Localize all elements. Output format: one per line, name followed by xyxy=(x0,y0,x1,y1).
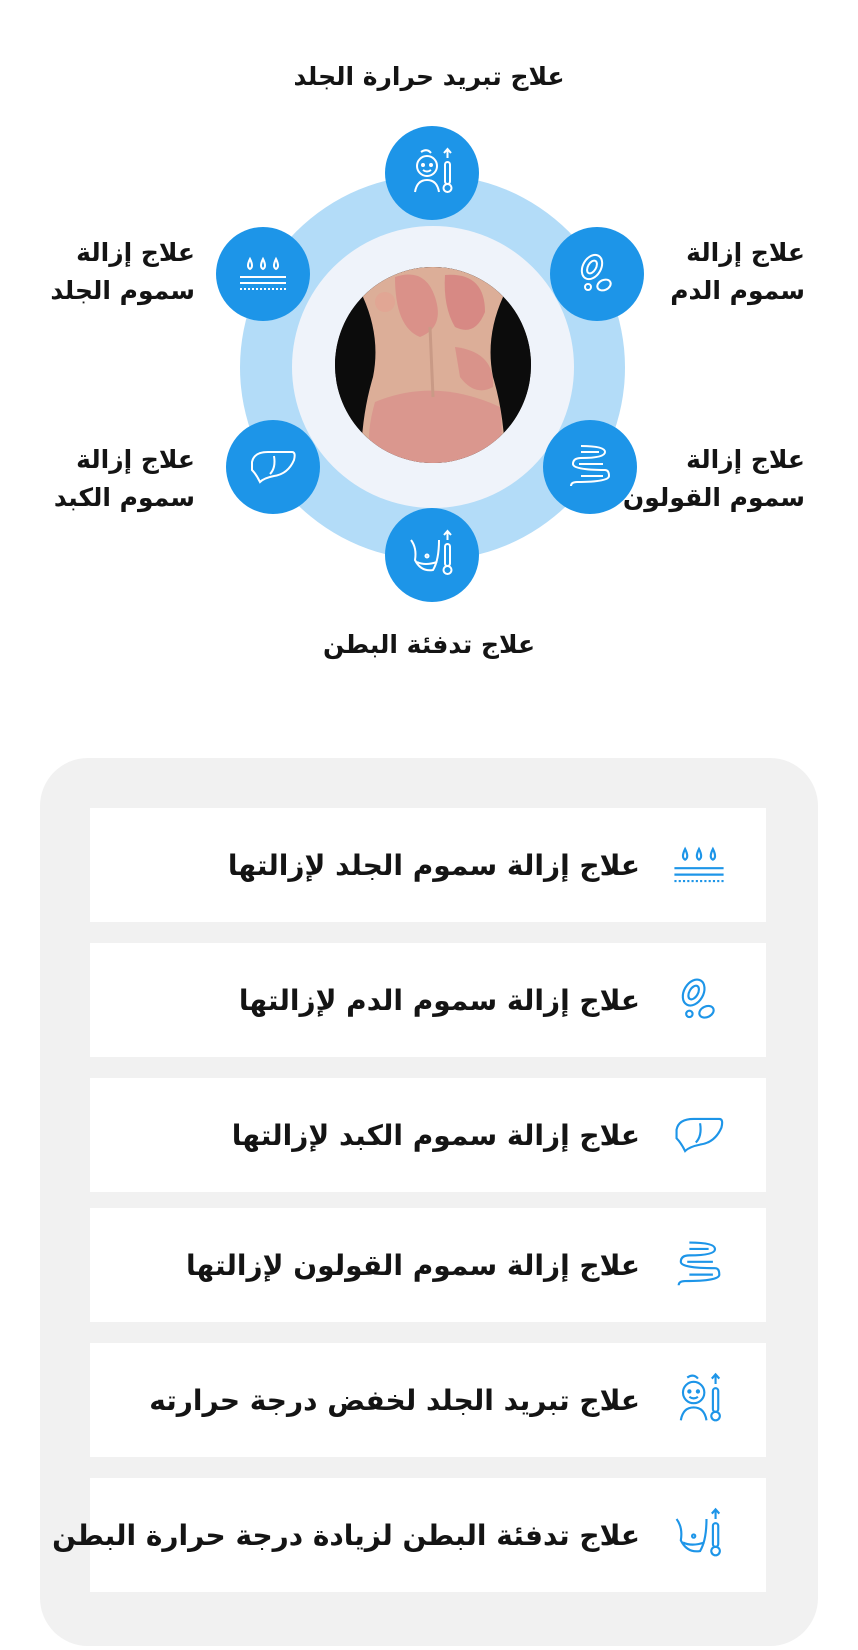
list-item-label: علاج إزالة سموم الجلد لإزالتها xyxy=(227,848,640,882)
node-skin-cooling xyxy=(385,126,479,220)
label-blood-detox: علاج إزالة سموم الدم xyxy=(670,238,805,305)
list-item-label: علاج إزالة سموم الكبد لإزالتها xyxy=(231,1118,640,1152)
abdomen-thermometer-icon xyxy=(668,1504,730,1566)
skin-drops-icon xyxy=(234,245,292,303)
blood-cells-icon xyxy=(568,245,626,303)
label-skin-cooling: علاج تبريد حرارة الجلد xyxy=(293,62,565,91)
list-item-label: علاج إزالة سموم الدم لإزالتها xyxy=(238,983,640,1017)
list-item-abdomen-warming xyxy=(52,1478,766,1592)
list-item-label: علاج إزالة سموم القولون لإزالتها xyxy=(185,1248,640,1282)
list-item-label: علاج تدفئة البطن لزيادة درجة حرارة البطن xyxy=(52,1518,640,1552)
node-abdomen-warming xyxy=(385,508,479,602)
label-colon-detox: علاج إزالة سموم القولون xyxy=(622,445,805,512)
list-item-skin-detox xyxy=(90,808,766,922)
liver-icon xyxy=(244,438,302,496)
node-liver-detox xyxy=(226,420,320,514)
list-item-liver-detox xyxy=(90,1078,766,1192)
skin-drops-icon xyxy=(668,834,730,896)
skin-rash-photo xyxy=(335,267,531,463)
baby-thermometer-icon xyxy=(403,144,461,202)
blood-cells-icon xyxy=(668,969,730,1031)
node-skin-detox xyxy=(216,227,310,321)
intestine-icon xyxy=(668,1234,730,1296)
liver-icon xyxy=(668,1104,730,1166)
list-item-skin-cooling xyxy=(90,1343,766,1457)
list-item-colon-detox xyxy=(90,1208,766,1322)
baby-thermometer-icon xyxy=(668,1369,730,1431)
label-skin-detox: علاج إزالة سموم الجلد xyxy=(50,238,195,305)
intestine-icon xyxy=(561,438,619,496)
abdomen-thermometer-icon xyxy=(403,526,461,584)
treatment-list-panel xyxy=(40,758,818,1646)
treatments-diagram xyxy=(0,0,858,700)
label-abdomen-warming: علاج تدفئة البطن xyxy=(322,630,536,659)
list-item-label: علاج تبريد الجلد لخفض درجة حرارته xyxy=(149,1383,640,1417)
list-item-blood-detox xyxy=(90,943,766,1057)
label-liver-detox: علاج إزالة سموم الكبد xyxy=(53,445,195,512)
